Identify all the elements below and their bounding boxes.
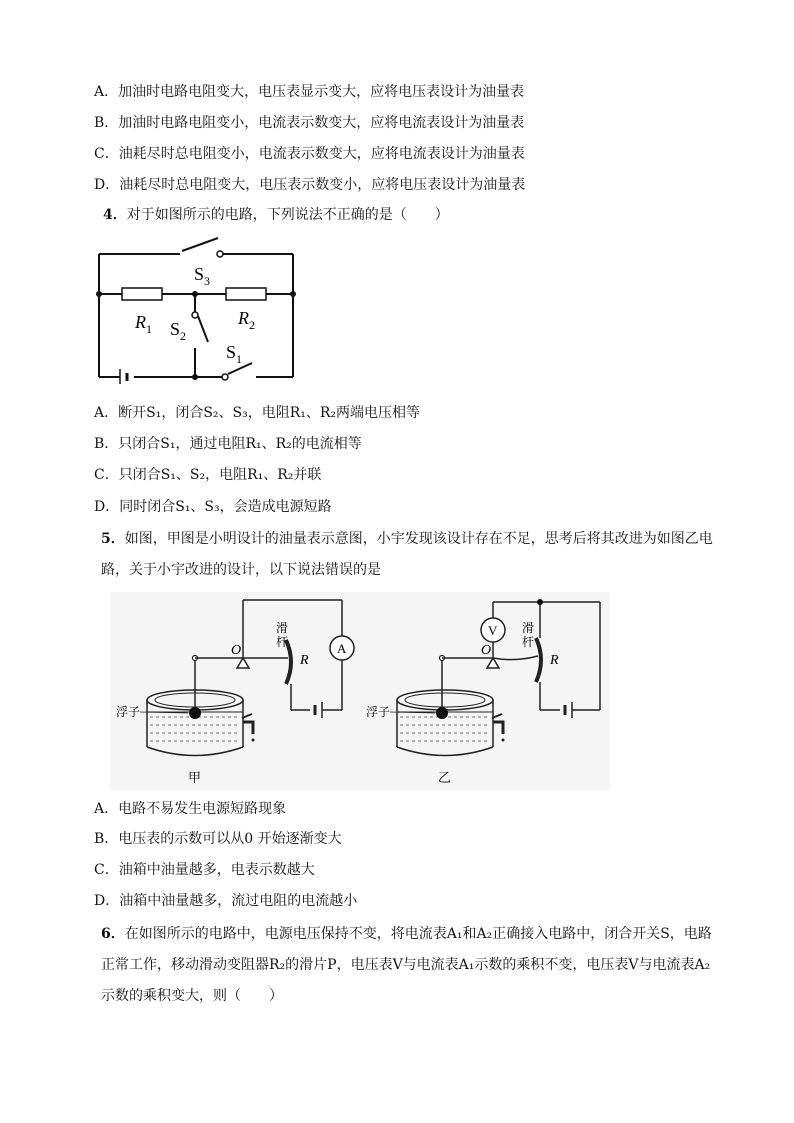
figure-yi <box>366 599 600 756</box>
float-label-yi: 浮子 <box>366 705 391 719</box>
q3-option-a: A．加油时电路电阻变大，电压表显示变大，应将电压表设计为油量表 <box>94 84 525 100</box>
float-label-jia: 浮子 <box>116 705 141 719</box>
pivot-label-yi: O <box>481 643 492 658</box>
q6-line2: 正常工作，移动滑动变阻器R₂的滑片P，电压表V与电流表A₁示数的乘积不变，电压表V与电流表A₂ <box>101 957 711 973</box>
q4-option-b: B．只闭合S₁，通过电阻R₁、R₂的电流相等 <box>94 436 362 452</box>
voltmeter-label: V <box>488 623 498 638</box>
q4-number: 4． <box>103 207 127 223</box>
q4-stem <box>103 205 449 225</box>
q4-option-d: D．同时闭合S₁、S₃，会造成电源短路 <box>94 499 332 515</box>
q5-stem-line2: 路，关于小宇改进的设计，以下说法错误的是 <box>101 562 381 578</box>
q3-option-b: B．加油时电路电阻变小，电流表示数变大，应将电流表设计为油量表 <box>94 115 525 131</box>
q5-option-a: A．电路不易发生电源短路现象 <box>94 801 287 817</box>
q5-stem-text: 如图，甲图是小明设计的油量表示意图，小宇发现该设计存在不足，思考后将其改进为如图乙电 <box>124 531 713 547</box>
q4-circuit-diagram <box>90 232 305 384</box>
q6-line1-text: 在如图所示的电路中，电源电压保持不变，将电流表A₁和A₂正确接入电路中，闭合开关S，电路 <box>124 926 712 942</box>
slider-label1-jia: 滑 <box>276 621 289 635</box>
q4-stem-text: 对于如图所示的电路，下列说法不正确的是（ ） <box>126 207 449 223</box>
q5-option-b: B．电压表的示数可以从0 开始逐渐变大 <box>94 831 342 847</box>
q3-option-c: C．油耗尽时总电阻变小，电流表示数变大，应将电流表设计为油量表 <box>94 146 525 162</box>
slider-label2-yi: 杆 <box>522 635 535 649</box>
q3-option-d: D．油耗尽时总电阻变大，电压表示数变小，应将电压表设计为油量表 <box>94 177 526 193</box>
ammeter-label: A <box>337 641 347 656</box>
q6-line1 <box>101 924 712 944</box>
r1-label: $R_1$ <box>135 312 152 336</box>
slider-label1-yi: 滑 <box>522 621 535 635</box>
q4-option-a: A．断开S₁，闭合S₂、S₃，电阻R₁、R₂两端电压相等 <box>94 405 421 421</box>
q5-number: 5． <box>101 531 125 547</box>
q5-stem-line1 <box>101 529 713 549</box>
s3-label: $S_3$ <box>194 264 211 288</box>
s1-label: $S_1$ <box>226 342 243 366</box>
caption-jia: 甲 <box>188 770 202 785</box>
q4-option-c: C．只闭合S₁、S₂，电阻R₁、R₂并联 <box>94 467 322 483</box>
pivot-label-jia: O <box>231 643 242 658</box>
resistor-label-jia: R <box>300 653 309 668</box>
q5-option-c: C．油箱中油量越多，电表示数越大 <box>94 862 315 878</box>
resistor-label-yi: R <box>550 653 559 668</box>
s2-label: $S_2$ <box>170 319 187 343</box>
q5-oil-gauge-figure <box>110 592 610 790</box>
r2-label: $R_2$ <box>238 308 255 332</box>
q5-option-d: D．油箱中油量越多，流过电阻的电流越小 <box>94 893 358 909</box>
caption-yi: 乙 <box>438 770 452 785</box>
figure-jia <box>116 600 354 756</box>
slider-label2-jia: 杆 <box>276 635 289 649</box>
q6-line3: 示数的乘积变大，则（ ） <box>101 988 283 1004</box>
q6-number: 6． <box>101 926 125 942</box>
